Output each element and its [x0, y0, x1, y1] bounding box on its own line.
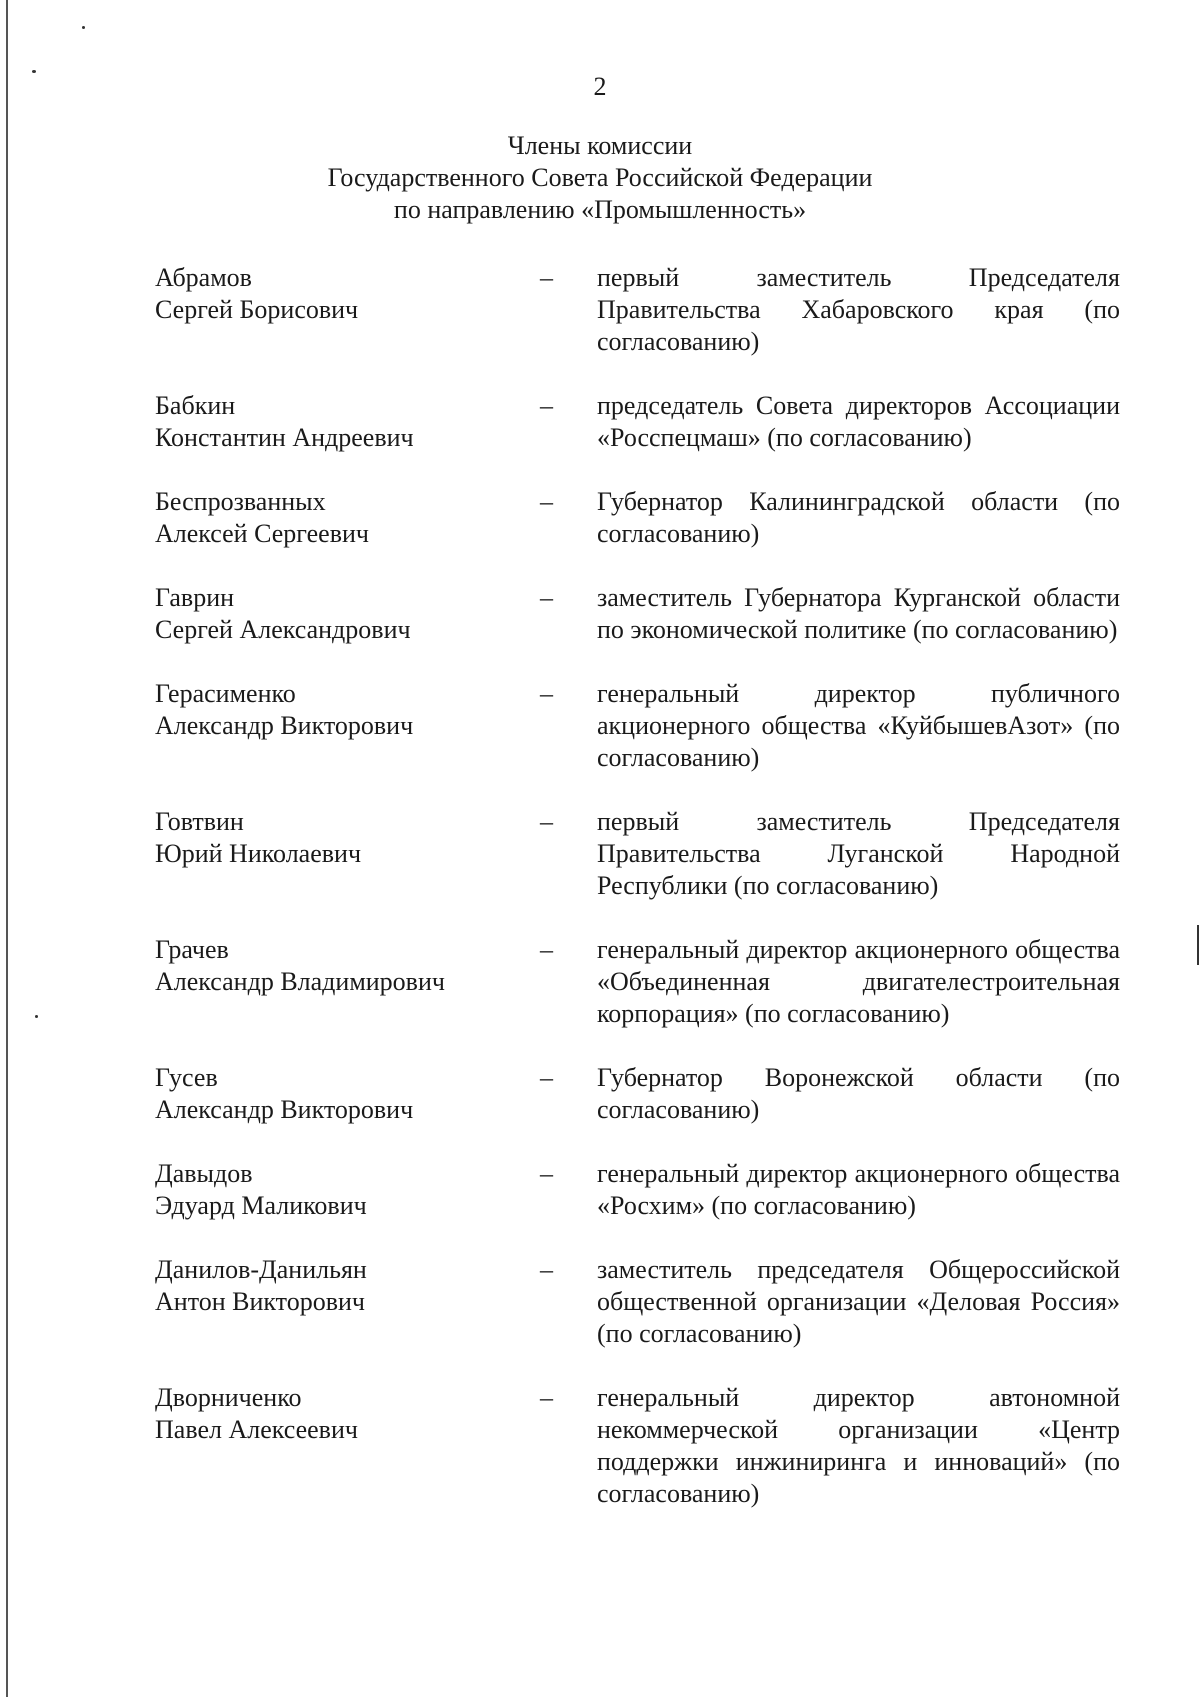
member-name [155, 390, 540, 454]
member-role: заместитель председателя Общероссийской общественной организации «Деловая Россия» (по согласованию) [597, 1255, 1120, 1348]
member-surname: Гусев [155, 1063, 218, 1092]
member-role: генеральный директор автономной некоммерческой организации «Центр поддержки инжиниринга и инноваций» (по согласованию) [597, 1383, 1120, 1508]
member-role: генеральный директор акционерного общества «Объединенная двигателестроительная корпорация» (по согласованию) [597, 935, 1120, 1028]
dash: – [540, 1063, 553, 1092]
dash: – [540, 583, 553, 612]
member-name [155, 582, 540, 646]
member-list [155, 262, 1120, 1542]
dash: – [540, 1383, 553, 1412]
dash: – [540, 263, 553, 292]
member-given-name: Павел Алексеевич [155, 1415, 358, 1444]
member-surname: Герасименко [155, 679, 296, 708]
member-name [155, 262, 540, 326]
member-name [155, 486, 540, 550]
member-role: заместитель Губернатора Курганской области по экономической политике (по согласованию) [597, 583, 1120, 644]
list-item [155, 1158, 1120, 1222]
member-surname: Данилов-Данильян [155, 1255, 367, 1284]
list-item [155, 582, 1120, 646]
member-surname: Грачев [155, 935, 229, 964]
list-item [155, 1382, 1120, 1510]
dash: – [540, 679, 553, 708]
list-item [155, 1254, 1120, 1350]
member-surname: Беспрозванных [155, 487, 326, 516]
member-surname: Дворниченко [155, 1383, 302, 1412]
member-given-name: Сергей Борисович [155, 295, 359, 324]
member-role: Губернатор Калининградской области (по согласованию) [597, 487, 1120, 548]
member-given-name: Алексей Сергеевич [155, 519, 369, 548]
member-given-name: Юрий Николаевич [155, 839, 362, 868]
member-surname: Бабкин [155, 391, 236, 420]
dash: – [540, 391, 553, 420]
member-role: первый заместитель Председателя Правительства Хабаровского края (по согласованию) [597, 263, 1120, 356]
dash: – [540, 1159, 553, 1188]
member-name [155, 934, 540, 998]
page-edge [6, 0, 8, 1697]
dash: – [540, 807, 553, 836]
member-name [155, 678, 540, 742]
dash: – [540, 935, 553, 964]
list-item [155, 262, 1120, 358]
member-given-name: Эдуард Маликович [155, 1191, 367, 1220]
member-role: Губернатор Воронежской области (по согласованию) [597, 1063, 1120, 1124]
dash: – [540, 1255, 553, 1284]
scan-speck [35, 1015, 38, 1018]
heading-line-2: Государственного Совета Российской Федерации [327, 163, 873, 192]
list-item [155, 678, 1120, 774]
heading-line-3: по направлению «Промышленность» [393, 195, 807, 224]
scan-speck [82, 26, 85, 29]
dash: – [540, 487, 553, 516]
member-surname: Говтвин [155, 807, 244, 836]
heading-line-1: Члены комиссии [507, 131, 693, 160]
member-role: генеральный директор публичного акционерного общества «КуйбышевАзот» (по согласованию) [597, 679, 1120, 772]
member-given-name: Александр Владимирович [155, 967, 445, 996]
list-item [155, 806, 1120, 902]
list-item [155, 486, 1120, 550]
member-given-name: Сергей Александрович [155, 615, 411, 644]
page-number: 2 [593, 72, 607, 101]
member-name [155, 806, 540, 870]
document-heading [0, 130, 1200, 226]
member-role: генеральный директор акционерного общества «Росхим» (по согласованию) [597, 1159, 1120, 1220]
member-name [155, 1062, 540, 1126]
member-given-name: Антон Викторович [155, 1287, 365, 1316]
member-given-name: Александр Викторович [155, 711, 414, 740]
member-name [155, 1158, 540, 1222]
member-surname: Давыдов [155, 1159, 253, 1188]
member-given-name: Александр Викторович [155, 1095, 414, 1124]
list-item [155, 390, 1120, 454]
member-role: первый заместитель Председателя Правительства Луганской Народной Республики (по согласованию) [597, 807, 1120, 900]
member-name [155, 1254, 540, 1318]
member-name [155, 1382, 540, 1446]
member-role: председатель Совета директоров Ассоциации «Росспецмаш» (по согласованию) [597, 391, 1120, 452]
list-item [155, 934, 1120, 1030]
member-given-name: Константин Андреевич [155, 423, 414, 452]
scan-mark [1197, 925, 1199, 965]
list-item [155, 1062, 1120, 1126]
member-surname: Абрамов [155, 263, 252, 292]
member-surname: Гаврин [155, 583, 235, 612]
